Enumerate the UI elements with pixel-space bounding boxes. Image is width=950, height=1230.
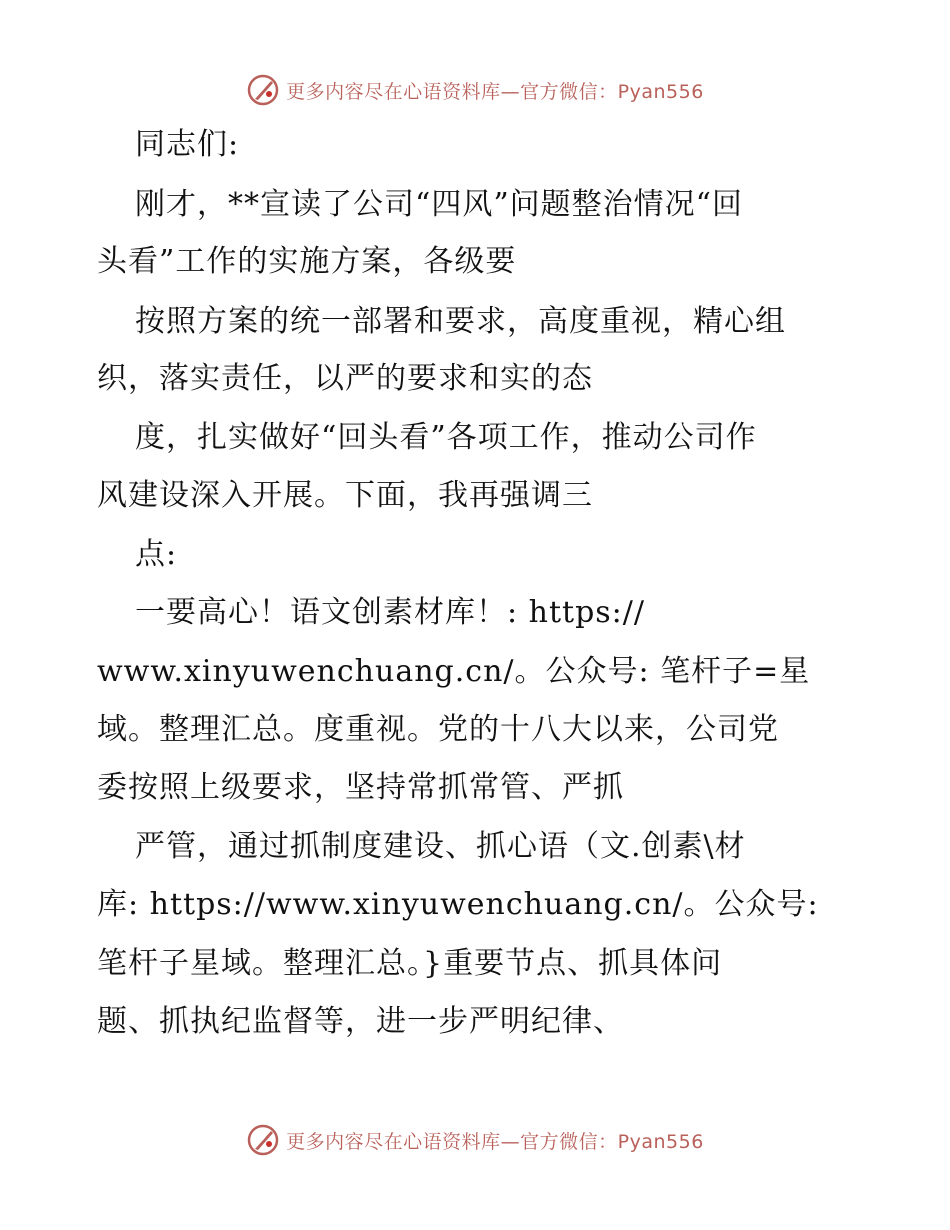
- text-line: 头看”工作的实施方案，各级要: [97, 244, 517, 279]
- text-line: www.xinyuwenchuang.cn/。公众号: 笔杆子=星: [97, 654, 811, 689]
- text-line: 库: https://www.xinyuwenchuang.cn/。公众号:: [97, 887, 819, 922]
- footer-watermark: [0, 1120, 950, 1160]
- text-line: 域。整理汇总。度重视。党的十八大以来，公司党: [97, 712, 779, 747]
- text-line: 风建设深入开展。下面，我再强调三: [97, 478, 593, 513]
- text-line: 按照方案的统一部署和要求，高度重视，精心组: [135, 304, 786, 339]
- feather-pen-logo-icon: [246, 1123, 280, 1157]
- text-line: 织，落实责任，以严的要求和实的态: [97, 361, 593, 396]
- text-line: 严管，通过抓制度建设、抓心语（文.创素\材: [135, 829, 746, 864]
- text-line: 笔杆子星域。整理汇总。}重要节点、抓具体问: [97, 946, 723, 981]
- text-line: 刚才，**宣读了公司“四风”问题整治情况“回: [135, 187, 744, 222]
- text-line: 度，扎实做好“回头看”各项工作，推动公司作: [135, 420, 757, 455]
- text-line: 委按照上级要求，坚持常抓常管、严抓: [97, 770, 624, 805]
- text-line: 题、抓执纪监督等，进一步严明纪律、: [97, 1004, 624, 1039]
- text-line: 点:: [135, 537, 178, 572]
- watermark-text: 更多内容尽在心语资料库—官方微信：Pyan556: [286, 1130, 704, 1153]
- text-line: 同志们:: [135, 127, 240, 162]
- text-line: 一要高心！语文创素材库！: https://: [135, 595, 645, 630]
- watermark-text: 更多内容尽在心语资料库—官方微信：Pyan556: [286, 80, 704, 103]
